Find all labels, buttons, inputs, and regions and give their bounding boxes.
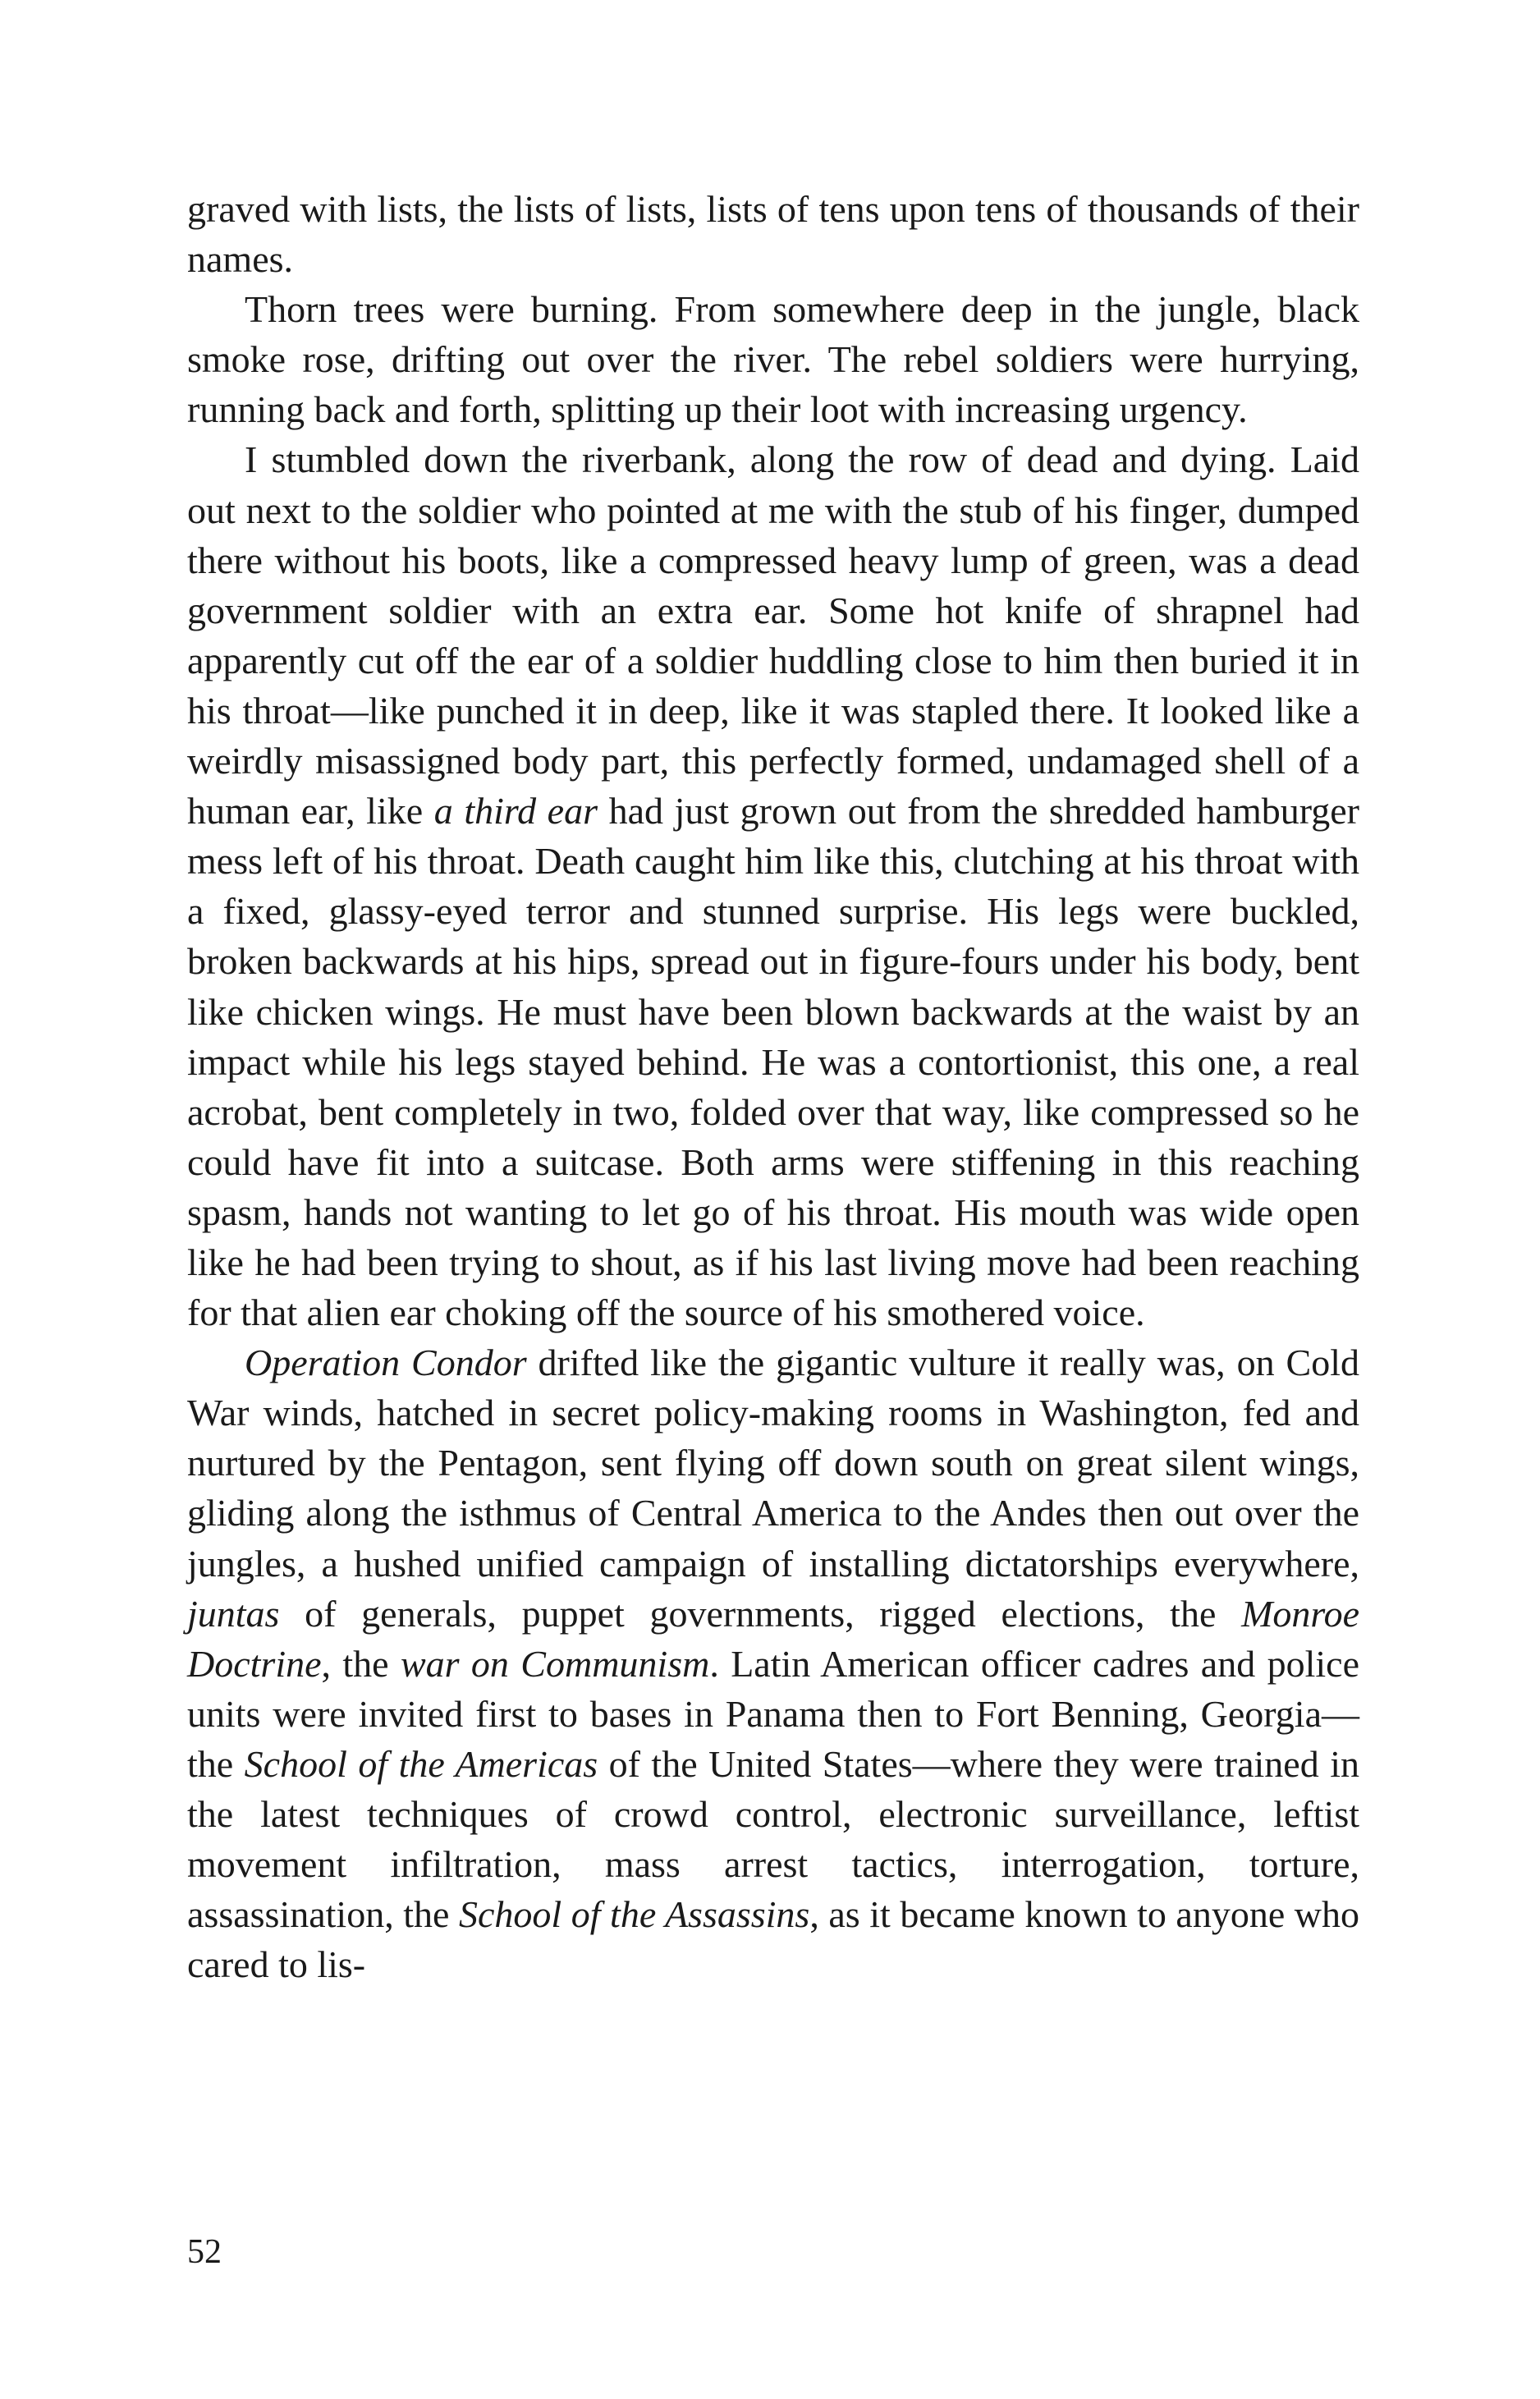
text-run: had just grown out from the shredded hamburger mess left of his throat. Death caught him like this, clutching at his throat with a fixed, glassy-eyed terror and stunned surprise. His legs were buckled, broken backwards at his hips, spread out in figure-fours under his body, bent like chicken wings. He must have been blown backwards at the waist by an impact while his legs stayed behind. He was a contortionist, this one, a real acrobat, bent completely in two, folded over that way, like compressed so he could have fit into a suitcase. Both arms were stiffening in this reaching spasm, hands not wanting to let go of his throat. His mouth was wide open like he had been trying to shout, as if his last living move had been reaching for that alien ear choking off the source of his smothered voice. [187,790,1359,1334]
italic-phrase: School of the Assassins [458,1893,810,1936]
paragraph [187,1337,1359,1989]
paragraph [187,284,1359,434]
text-run: , the [321,1642,401,1685]
text-run: I stumbled down the riverbank, along the row of dead and dying. Laid out next to the soldier who pointed at me with the stub of his finger, dumped there without his boots, like a compressed heavy lump of green, was a dead government soldier with an extra ear. Some hot knife of shrapnel had apparently cut off the ear of a soldier huddling close to him then buried it in his throat—like punched it in deep, like it was stapled there. It looked like a weirdly misassigned body part, this perfectly formed, undamaged shell of a human ear, like [187,438,1359,833]
paragraph [187,434,1359,1337]
page-number: 52 [187,2233,222,2271]
italic-phrase: Operation Condor [245,1342,527,1384]
text-run: graved with lists, the lists of lists, lists of tens upon tens of thousands of their names. [187,188,1359,281]
italic-phrase: School of the Americas [244,1742,598,1785]
text-run: , as it became known to anyone who cared to lis- [187,1893,1359,1986]
paragraph [187,184,1359,284]
text-run: Thorn trees were burning. From somewhere deep in the jungle, black smoke rose, drifting out over the river. The rebel soldiers were hurrying, running back and forth, splitting up their loot with increasing urgency. [187,288,1359,431]
italic-phrase: a third ear [433,790,598,833]
italic-phrase: juntas [187,1592,280,1635]
text-run: drifted like the gigantic vulture it really was, on Cold War winds, hatched in secret policy-making rooms in Washington, fed and nurtured by the Pentagon, sent flying off down south on great silent wings, gliding along the isthmus of Central America to the Andes then out over the jungles, a hushed unified campaign of installing dictatorships everywhere, [187,1342,1359,1585]
text-run: . Latin American officer cadres and police units were invited first to bases in Panama then to Fort Benning, Georgia—the [187,1642,1359,1785]
italic-phrase: Monroe Doctrine [187,1592,1359,1685]
italic-phrase: war on Communism [400,1642,710,1685]
text-run: of the United States—where they were trained in the latest techniques of crowd control, electronic surveillance, leftist movement infiltration, mass arrest tactics, interrogation, torture, assassination, the [187,1742,1359,1936]
body-text [187,184,1359,1989]
text-run: of generals, puppet governments, rigged elections, the [279,1592,1242,1635]
